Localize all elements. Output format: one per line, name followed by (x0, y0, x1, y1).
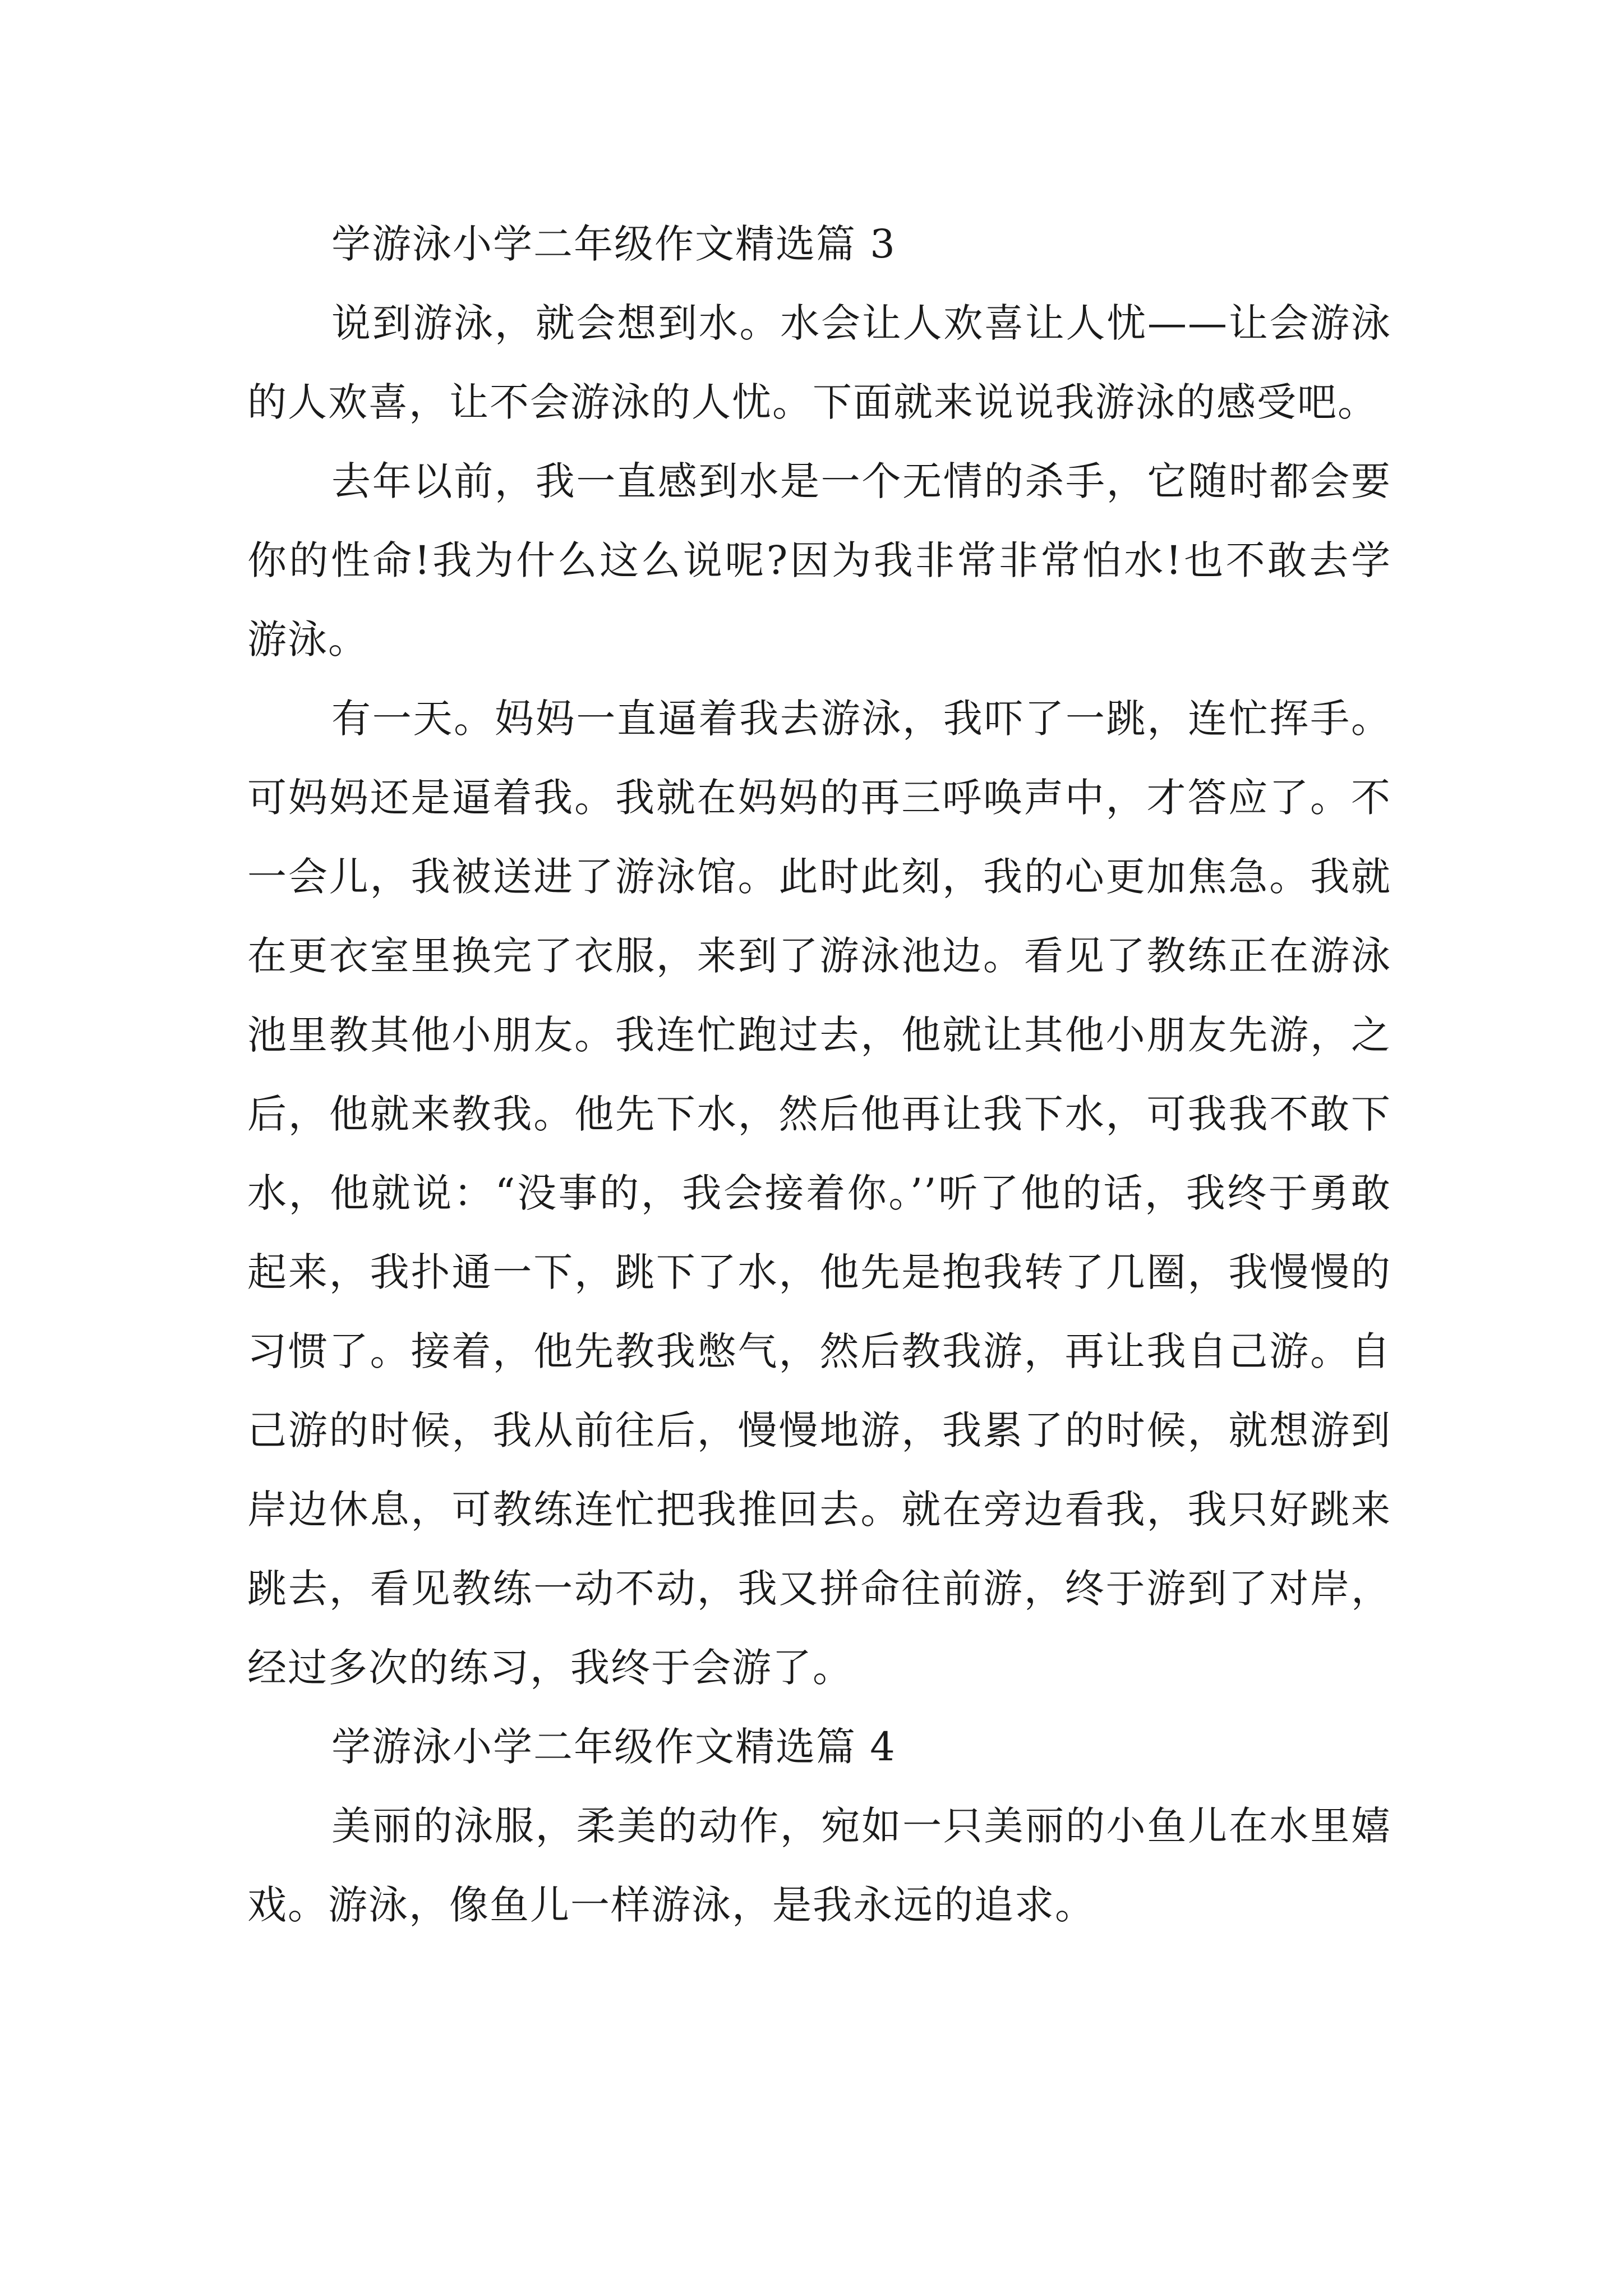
section-heading-3: 学游泳小学二年级作文精选篇 3 (331, 221, 896, 267)
paragraph: 去年以前，我一直感到水是一个无情的杀手，它随时都会要你的性命!我为什么这么说呢?因为我非常非常怕水!也不敢去学游泳。 (247, 458, 1391, 662)
section-heading-4: 学游泳小学二年级作文精选篇 4 (331, 1724, 896, 1770)
document-body (247, 205, 1391, 1945)
paragraph: 有一天。妈妈一直逼着我去游泳，我吓了一跳，连忙挥手。可妈妈还是逼着我。我就在妈妈的再三呼唤声中，才答应了。不一会儿，我被送进了游泳馆。此时此刻，我的心更加焦急。我就在更衣室里换完了衣服，来到了游泳池边。看见了教练正在游泳池里教其他小朋友。我连忙跑过去，他就让其他小朋友先游，之后，他就来教我。他先下水，然后他再让我下水，可我我不敢下水，他就说：“没事的，我会接着你。’’听了他的话，我终于勇敢起来，我扑通一下，跳下了水，他先是抱我转了几圈，我慢慢的习惯了。接着，他先教我憋气，然后教我游，再让我自己游。自己游的时候，我从前往后，慢慢地游，我累了的时候，就想游到岸边休息，可教练连忙把我推回去。就在旁边看我，我只好跳来跳去，看见教练一动不动，我又拼命往前游，终于游到了对岸，经过多次的练习，我终于会游了。 (247, 696, 1391, 1691)
paragraph: 说到游泳，就会想到水。水会让人欢喜让人忧——让会游泳的人欢喜，让不会游泳的人忧。下面就来说说我游泳的感受吧。 (247, 300, 1391, 425)
paragraph: 美丽的泳服，柔美的动作，宛如一只美丽的小鱼儿在水里嬉戏。游泳，像鱼儿一样游泳，是我永远的追求。 (247, 1803, 1391, 1928)
